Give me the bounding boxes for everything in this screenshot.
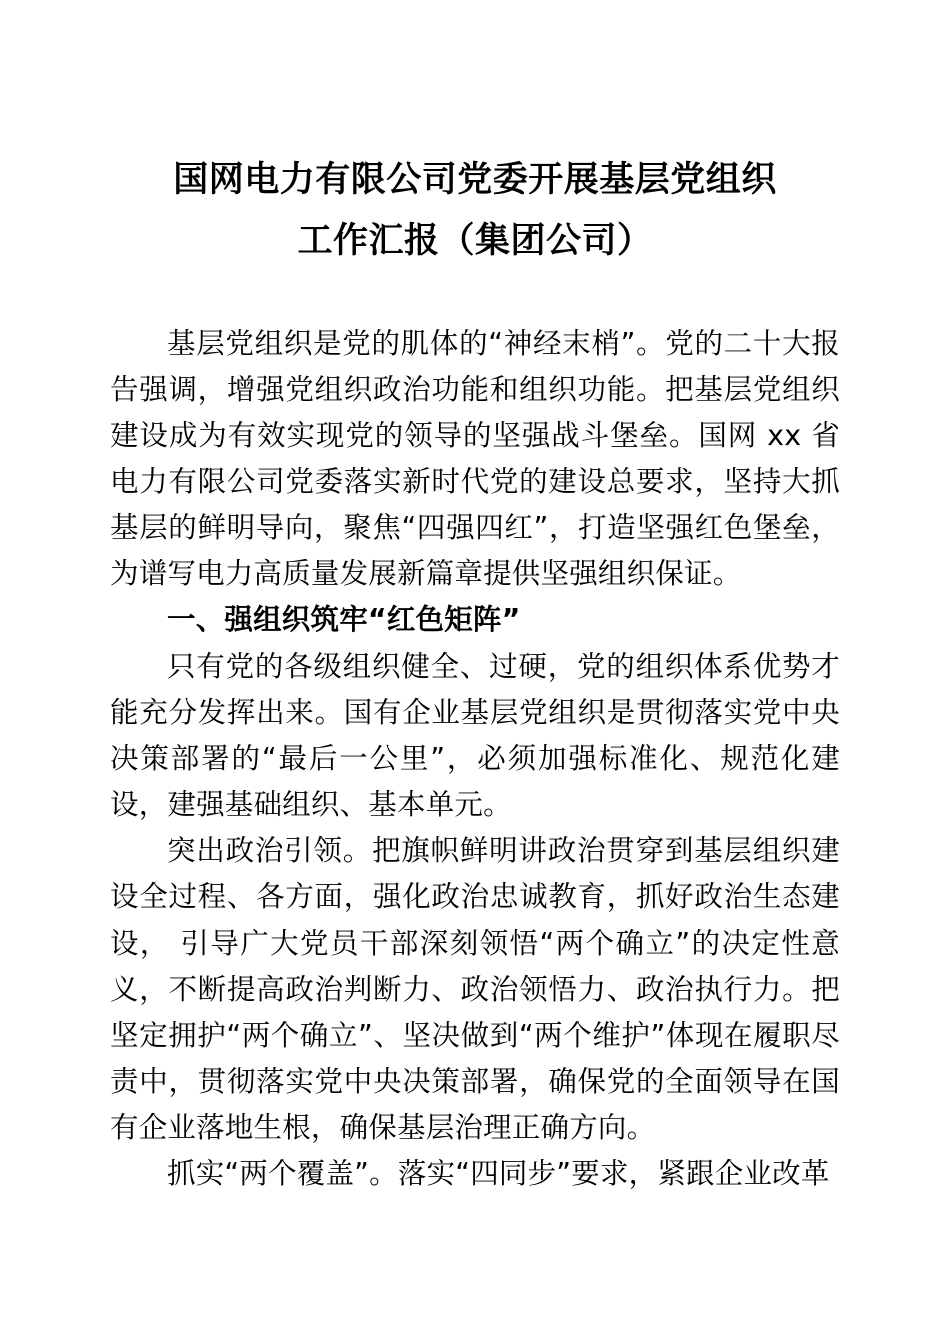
paragraph-3: 突出政治引领。把旗帜鲜明讲政治贯穿到基层组织建设全过程、各方面，强化政治忠诚教育，抓好政治生态建设， 引导广大党员干部深刻领悟“两个确立”的决定性意义，不断提高政治判断力、政治领悟力、政治执行力。把坚定拥护“两个确立”、坚决做到“两个维护”体现在履职尽责中，贯彻落实党中央决策部署，确保党的全面领导在国有企业落地生根，确保基层治理正确方向。	[110, 834, 840, 1145]
document-title	[110, 150, 840, 273]
paragraph-1: 基层党组织是党的肌体的“神经末梢”。党的二十大报告强调，增强党组织政治功能和组织功能。把基层党组织建设成为有效实现党的领导的坚强战斗堡垒。国网 xx 省电力有限公司党委落实新时代党的建设总要求，坚持大抓基层的鲜明导向，聚焦“四强四红”，打造坚强红色堡垒，为谱写电力高质量发展新篇章提供坚强组织保证。	[110, 326, 840, 591]
document-title-line-2: 工作汇报（集团公司）	[297, 221, 653, 262]
document-body	[110, 321, 840, 1198]
document-title-line-1: 国网电力有限公司党委开展基层党组织	[173, 160, 777, 200]
paragraph-2: 只有党的各级组织健全、过硬，党的组织体系优势才能充分发挥出来。国有企业基层党组织是贯彻落实党中央决策部署的“最后一公里”，必须加强标准化、规范化建设，建强基础组织、基本单元。	[110, 649, 840, 822]
paragraph-4: 抓实“两个覆盖”。落实“四同步”要求，紧跟企业改革	[167, 1157, 830, 1191]
section-heading-1: 一、强组织筑牢“红色矩阵”	[167, 603, 521, 637]
